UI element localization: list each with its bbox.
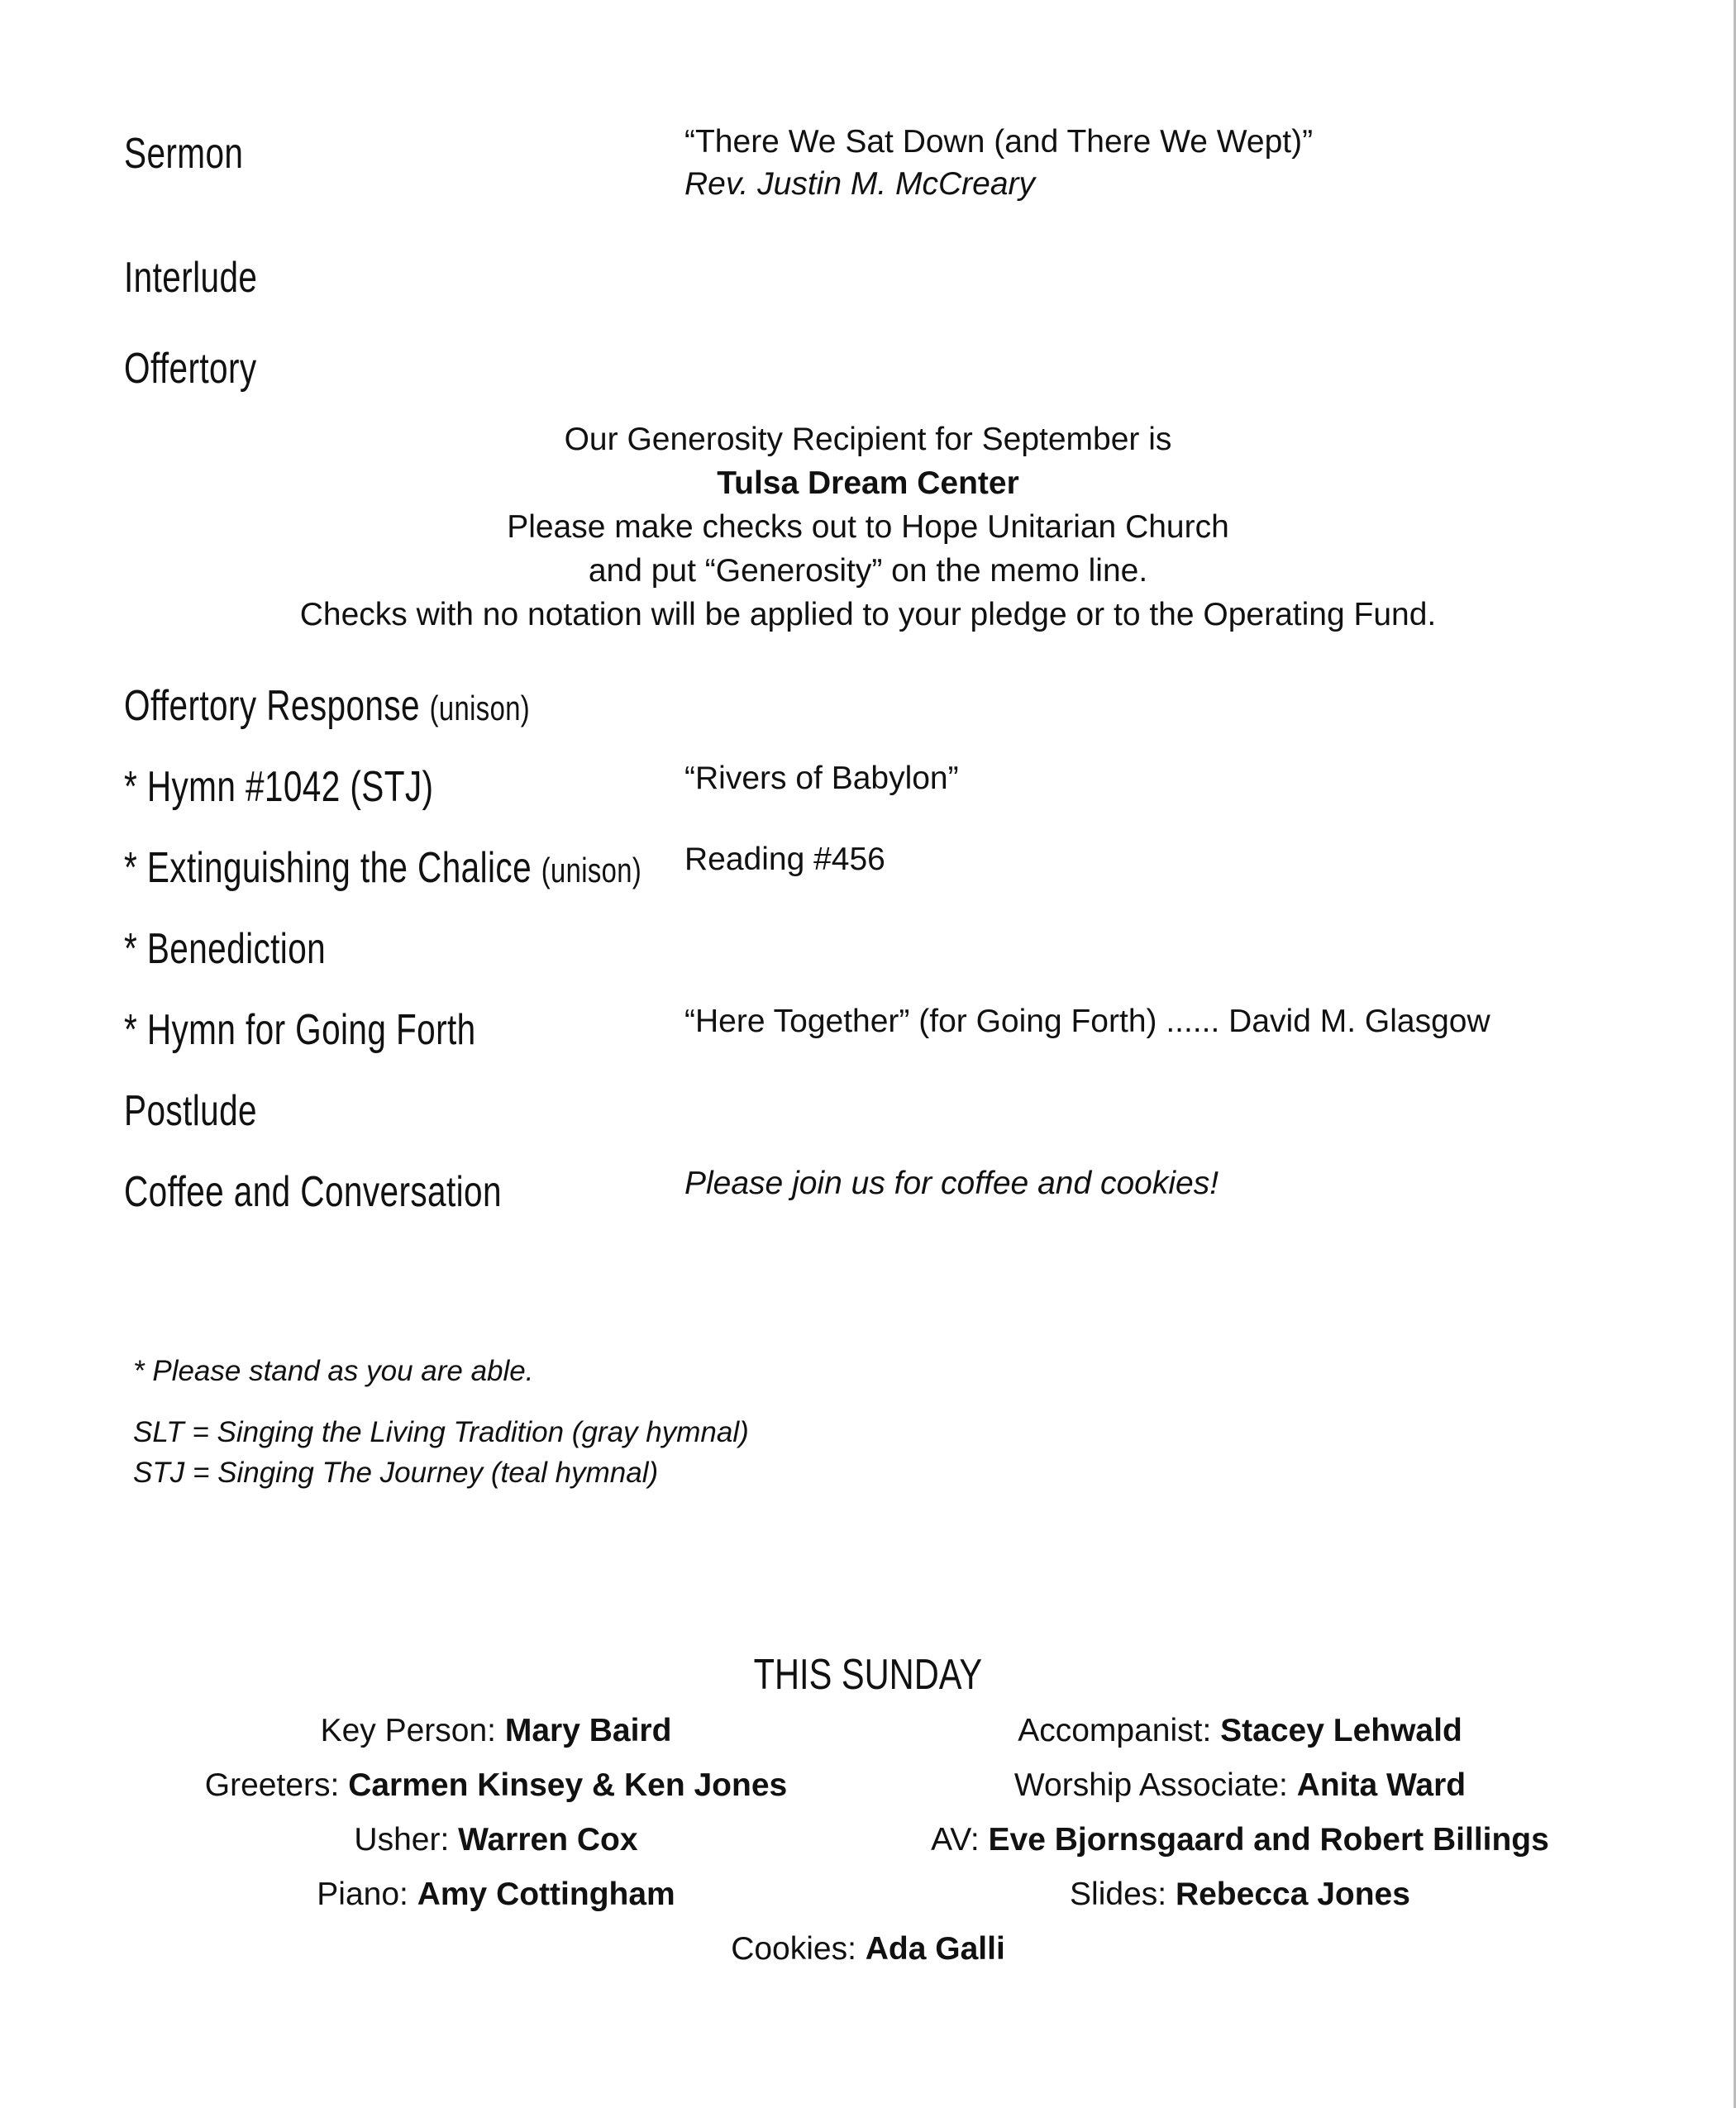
- item-detail: [684, 121, 1313, 206]
- reading-number: Reading #456: [684, 842, 885, 877]
- generosity-line-3: Please make checks out to Hope Unitarian Church: [507, 509, 1229, 545]
- volunteer-role: Slides:: [1070, 1877, 1176, 1912]
- item-label-text: * Benediction: [124, 925, 327, 973]
- volunteer-name: Rebecca Jones: [1175, 1877, 1410, 1912]
- sermon-speaker: Rev. Justin M. McCreary: [684, 166, 1036, 203]
- sermon-title: “There We Sat Down (and There We Wept)”: [684, 124, 1314, 160]
- item-label-text: * Extinguishing the Chalice: [124, 844, 532, 892]
- item-label-text: * Hymn for Going Forth: [124, 1006, 476, 1054]
- generosity-recipient: Tulsa Dream Center: [717, 465, 1019, 501]
- item-label: [124, 254, 258, 302]
- volunteer-name: Eve Bjornsgaard and Robert Billings: [988, 1822, 1549, 1858]
- volunteer-worship-associate: [868, 1767, 1612, 1804]
- coffee-invitation: Please join us for coffee and cookies!: [684, 1166, 1219, 1201]
- this-sunday-heading-text: THIS SUNDAY: [753, 1651, 983, 1699]
- volunteer-av: [868, 1822, 1612, 1858]
- hymn-title: “Here Together” (for Going Forth) ...... David M. Glasgow: [684, 1004, 1490, 1039]
- volunteer-name: Anita Ward: [1296, 1767, 1467, 1803]
- generosity-line-1: Our Generosity Recipient for September is: [564, 422, 1172, 457]
- generosity-line-4: and put “Generosity” on the memo line.: [588, 553, 1148, 589]
- hymnal-legend-slt: SLT = Singing the Living Tradition (gray hymnal): [133, 1416, 749, 1448]
- this-sunday-heading: [0, 1650, 1736, 1700]
- volunteer-name: Amy Cottingham: [417, 1877, 675, 1912]
- item-detail: [684, 838, 885, 880]
- volunteer-cookies: [496, 1931, 1240, 1967]
- volunteer-accompanist: [868, 1713, 1612, 1749]
- item-detail: [684, 1000, 1490, 1042]
- item-label-qualifier: (unison): [541, 851, 642, 889]
- item-detail: [684, 1162, 1219, 1204]
- volunteer-role: Accompanist:: [1018, 1713, 1221, 1748]
- volunteer-role: Usher:: [354, 1822, 459, 1858]
- item-label: [124, 345, 257, 393]
- volunteer-name: Warren Cox: [458, 1822, 638, 1858]
- volunteer-key-person: [124, 1713, 868, 1749]
- item-label: [124, 925, 327, 973]
- generosity-line-5: Checks with no notation will be applied to your pledge or to the Operating Fund.: [299, 597, 1437, 632]
- stand-note: [133, 1351, 533, 1391]
- volunteer-role: Greeters:: [204, 1767, 349, 1803]
- item-label-text: Offertory Response: [124, 682, 420, 730]
- item-label-text: Offertory: [124, 345, 257, 393]
- item-label: [124, 682, 531, 730]
- item-label-text: Sermon: [124, 130, 244, 178]
- item-label: [124, 1087, 257, 1135]
- hymn-title: “Rivers of Babylon”: [684, 761, 959, 796]
- hymnal-legend: [133, 1412, 749, 1493]
- hymnal-legend-stj: STJ = Singing The Journey (teal hymnal): [133, 1457, 659, 1489]
- volunteer-role: AV:: [931, 1822, 989, 1858]
- item-label: [124, 1006, 476, 1054]
- volunteer-name: Stacey Lehwald: [1220, 1713, 1462, 1748]
- volunteer-greeters: [124, 1767, 868, 1804]
- item-detail: [684, 757, 959, 799]
- volunteer-name: Ada Galli: [865, 1931, 1005, 1967]
- item-label-text: Interlude: [124, 254, 258, 302]
- volunteer-slides: [868, 1877, 1612, 1913]
- volunteer-role: Piano:: [317, 1877, 417, 1912]
- item-label: [124, 763, 434, 811]
- volunteer-piano: [124, 1877, 868, 1913]
- item-label-text: Coffee and Conversation: [124, 1168, 502, 1216]
- volunteer-role: Cookies:: [731, 1931, 866, 1967]
- item-label: [124, 130, 244, 178]
- volunteer-name: Carmen Kinsey & Ken Jones: [348, 1767, 788, 1803]
- item-label: [124, 1168, 502, 1216]
- volunteer-role: Key Person:: [320, 1713, 505, 1748]
- volunteer-role: Worship Associate:: [1013, 1767, 1297, 1803]
- generosity-notice: [0, 417, 1736, 637]
- item-label-text: Postlude: [124, 1087, 257, 1135]
- item-label: [124, 844, 642, 892]
- volunteer-usher: [124, 1822, 868, 1858]
- volunteer-name: Mary Baird: [504, 1713, 672, 1748]
- stand-note-text: * Please stand as you are able.: [133, 1355, 534, 1387]
- item-label-qualifier: (unison): [429, 689, 531, 727]
- item-label-text: * Hymn #1042 (STJ): [124, 763, 434, 811]
